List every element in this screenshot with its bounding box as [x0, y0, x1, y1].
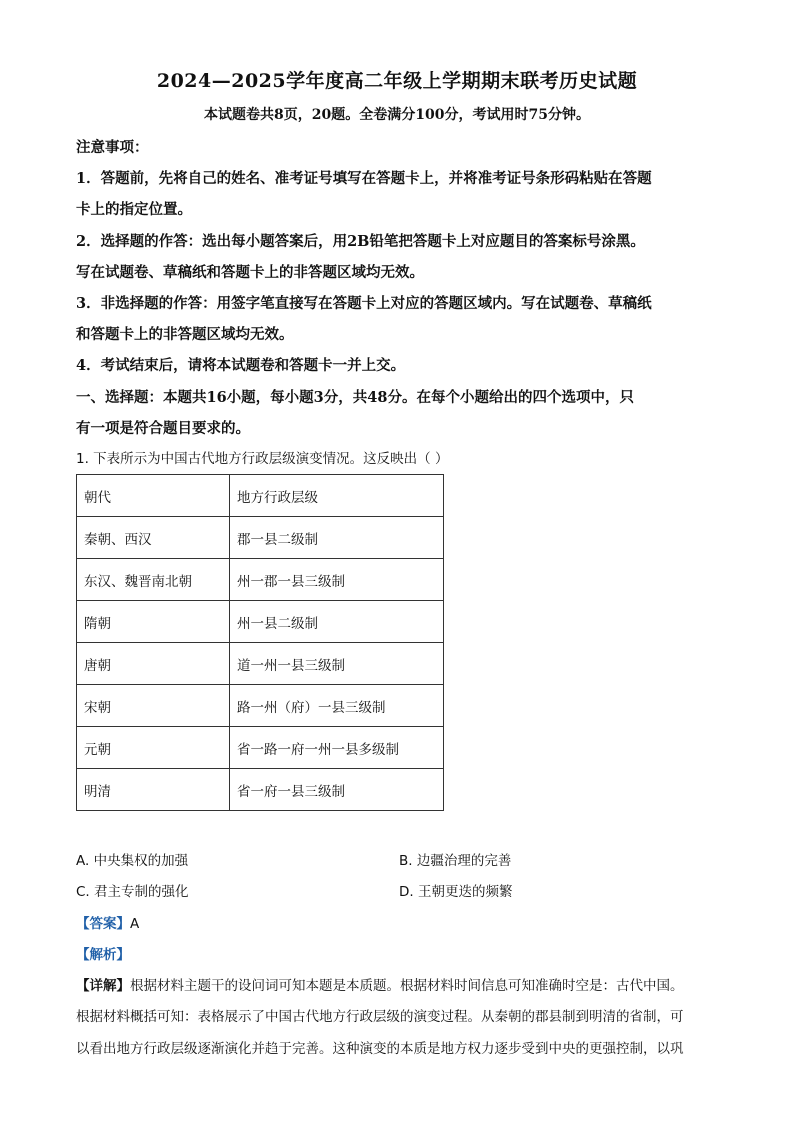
table-row — [77, 643, 444, 685]
notice-line: 1．答题前，先将自己的姓名、准考证号填写在答题卡上，并将准考证号条形码粘贴在答题 — [76, 170, 652, 187]
notice-line: 3．非选择题的作答：用签字笔直接写在答题卡上对应的答题区域内。写在试题卷、草稿纸 — [76, 295, 652, 312]
admin-level-cell: 州一县二级制 — [230, 601, 444, 643]
table-row — [77, 517, 444, 559]
table-row — [77, 601, 444, 643]
table-header-cell: 朝代 — [77, 475, 230, 517]
answer-line — [76, 912, 139, 932]
table-row — [77, 769, 444, 811]
dynasty-cell: 隋朝 — [77, 601, 230, 643]
option-d: D. 王朝更迭的频繁 — [399, 884, 513, 900]
section-heading-cont: 有一项是符合题目要求的。 — [76, 420, 250, 437]
analysis-line — [76, 943, 130, 963]
dynasty-cell: 唐朝 — [77, 643, 230, 685]
dynasty-cell: 明清 — [77, 769, 230, 811]
admin-level-cell: 郡一县二级制 — [230, 517, 444, 559]
option-c: C. 君主专制的强化 — [76, 884, 189, 900]
answer-value: A — [130, 916, 140, 932]
detail-paragraph-line: 根据材料概括可知：表格展示了中国古代地方行政层级的演变过程。从秦朝的郡县制到明清的省制，可 — [76, 1009, 684, 1025]
table-row — [77, 685, 444, 727]
notice-line: 写在试题卷、草稿纸和答题卡上的非答题区域均无效。 — [76, 264, 424, 281]
analysis-tag: 【解析】 — [76, 947, 130, 963]
notice-line: 卡上的指定位置。 — [76, 201, 192, 218]
dynasty-cell: 宋朝 — [77, 685, 230, 727]
admin-level-cell: 省一路一府一州一县多级制 — [230, 727, 444, 769]
option-a: A. 中央集权的加强 — [76, 853, 189, 869]
dynasty-cell: 元朝 — [77, 727, 230, 769]
admin-level-cell: 省一府一县三级制 — [230, 769, 444, 811]
section-heading: 一、选择题：本题共16小题，每小题3分，共48分。在每个小题给出的四个选项中，只 — [76, 389, 634, 406]
table-header-row — [77, 475, 444, 517]
page-subtitle: 本试题卷共8页，20题。全卷满分100分，考试用时75分钟。 — [204, 107, 590, 123]
dynasty-cell: 东汉、魏晋南北朝 — [77, 559, 230, 601]
notice-line: 4．考试结束后，请将本试题卷和答题卡一并上交。 — [76, 357, 406, 374]
notice-line: 2．选择题的作答：选出每小题答案后，用2B铅笔把答题卡上对应题目的答案标号涂黑。 — [76, 233, 645, 250]
answer-tag: 【答案】 — [76, 916, 130, 932]
table-header-cell: 地方行政层级 — [230, 475, 444, 517]
admin-level-cell: 路一州（府）一县三级制 — [230, 685, 444, 727]
notice-line: 和答题卡上的非答题区域均无效。 — [76, 326, 294, 343]
admin-level-cell: 道一州一县三级制 — [230, 643, 444, 685]
detail-paragraph-line: 以看出地方行政层级逐渐演化并趋于完善。这种演变的本质是地方权力逐步受到中央的更强控制，以巩 — [76, 1041, 684, 1057]
question-1-stem: 1. 下表所示为中国古代地方行政层级演变情况。这反映出（ ） — [76, 451, 449, 467]
table-row — [77, 727, 444, 769]
detail-paragraph-line — [76, 974, 716, 994]
detail-text: 根据材料主题干的设问词可知本题是本质题。根据材料时间信息可知准确时空是：古代中国。 — [130, 978, 684, 994]
table-row — [77, 559, 444, 601]
option-b: B. 边疆治理的完善 — [399, 853, 512, 869]
dynasty-cell: 秦朝、西汉 — [77, 517, 230, 559]
page-title: 2024—2025学年度高二年级上学期期末联考历史试题 — [156, 70, 638, 92]
admin-level-table — [76, 474, 444, 811]
detail-tag: 【详解】 — [76, 978, 130, 994]
notice-heading: 注意事项： — [76, 139, 149, 156]
admin-level-cell: 州一郡一县三级制 — [230, 559, 444, 601]
